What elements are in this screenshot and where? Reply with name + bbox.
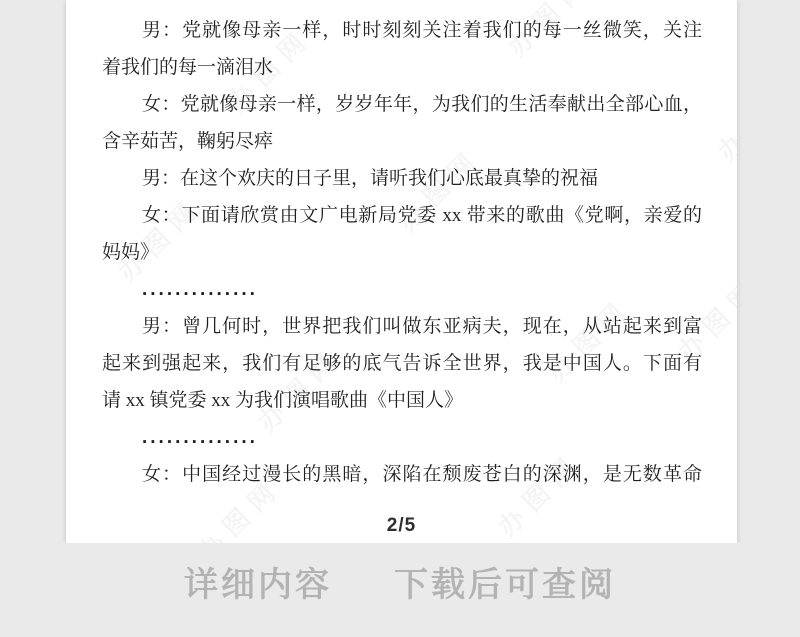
text-line: 起来到强起来，我们有足够的底气告诉全世界，我是中国人。下面有 [102, 353, 702, 374]
text-line: 请 xx 镇党委 xx 为我们演唱歌曲《中国人》 [102, 390, 464, 411]
text-line: 女：党就像母亲一样，岁岁年年，为我们的生活奉献出全部心血， [142, 94, 702, 115]
document-text [66, 0, 737, 493]
text-line: 妈妈》 [102, 242, 160, 263]
text-line: 含辛茹苦，鞠躬尽瘁 [102, 131, 274, 152]
text-line: 女：下面请欣赏由文广电新局党委 xx 带来的歌曲《党啊，亲爱的 [142, 205, 702, 226]
ellipsis-line: .............. [142, 427, 258, 448]
text-line: 男：在这个欢庆的日子里，请听我们心底最真挚的祝福 [142, 168, 599, 189]
text-line: 女：中国经过漫长的黑暗，深陷在颓废苍白的深渊，是无数革命 [142, 464, 702, 485]
footer-label-detail: 详细内容 [184, 566, 332, 604]
preview-footer [0, 543, 800, 637]
ellipsis-line: .............. [142, 279, 258, 300]
footer-label-download: 下载后可查阅 [394, 566, 616, 604]
document-page [66, 0, 737, 543]
text-line: 男：曾几何时，世界把我们叫做东亚病夫，现在，从站起来到富 [142, 316, 702, 337]
text-line: 男：党就像母亲一样，时时刻刻关注着我们的每一丝微笑，关注 [142, 20, 702, 41]
text-line: 着我们的每一滴泪水 [102, 57, 274, 78]
page-number: 2/5 [386, 515, 417, 536]
